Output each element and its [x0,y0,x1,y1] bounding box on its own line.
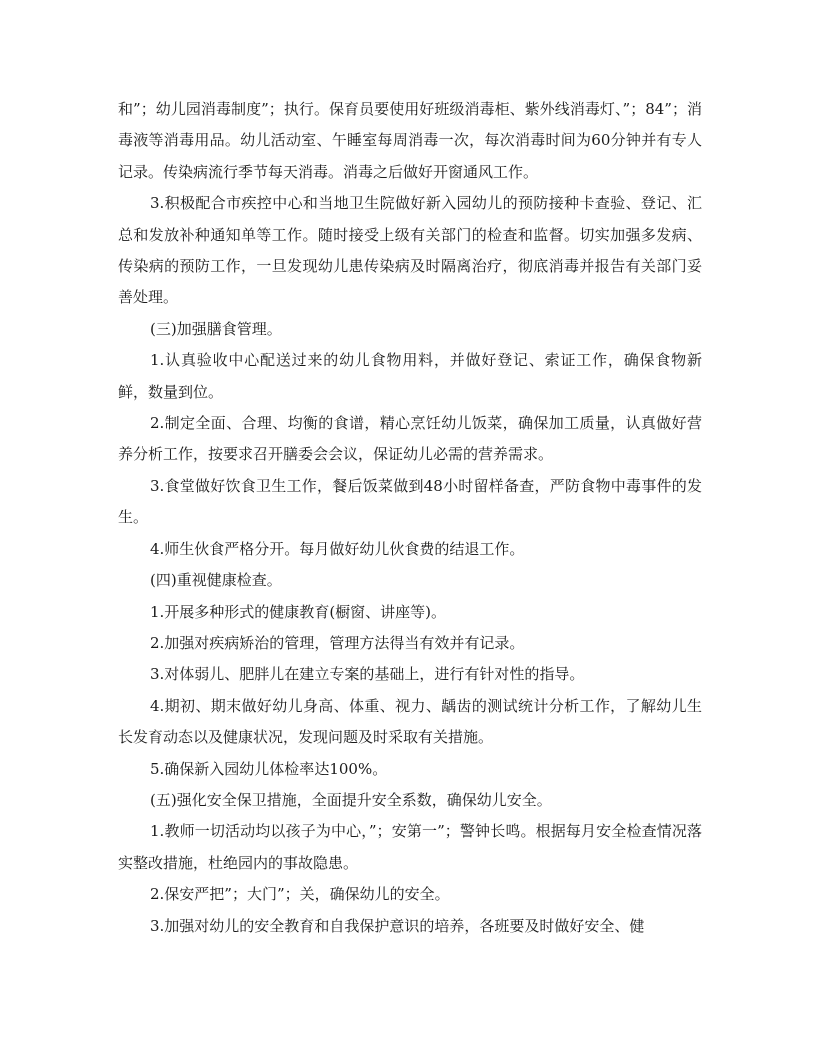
paragraph-vaccination: 3.积极配合市疾控中心和当地卫生院做好新入园幼儿的预防接种卡查验、登记、汇总和发放补种通知单等工作。随时接受上级有关部门的检查和监督。切实加强多发病、传染病的预防工作，一旦发现幼儿患传染病及时隔离治疗，彻底消毒并报告有关部门妥善处理。 [118,194,702,307]
paragraph-diet-2: 2.制定全面、合理、均衡的食谱，精心烹饪幼儿饭菜，确保加工质量，认真做好营养分析工作，按要求召开膳委会会议，保证幼儿必需的营养需求。 [118,414,702,464]
heading-diet-management: (三)加强膳食管理。 [150,319,282,338]
document-body [118,94,702,942]
paragraph-health-5: 5.确保新入园幼儿体检率达100%。 [150,759,388,778]
paragraph-safety-3: 3.加强对幼儿的安全教育和自我保护意识的培养，各班要及时做好安全、健 [150,916,645,935]
paragraph-health-4: 4.期初、期末做好幼儿身高、体重、视力、龋齿的测试统计分析工作，了解幼儿生长发育动态以及健康状况，发现问题及时采取有关措施。 [118,696,702,747]
paragraph-diet-1: 1.认真验收中心配送过来的幼儿食物用料，并做好登记、索证工作，确保食物新鲜，数量到位。 [118,351,702,401]
paragraph-safety-1: 1.教师一切活动均以孩子为中心，”；安第一”；警钟长鸣。根据每月安全检查情况落实整改措施，杜绝园内的事故隐患。 [118,822,702,872]
heading-health-check: (四)重视健康检查。 [150,571,282,590]
heading-safety: (五)强化安全保卫措施，全面提升安全系数，确保幼儿安全。 [150,790,552,809]
paragraph-disinfection: 和”；幼儿园消毒制度”；执行。保育员要使用好班级消毒柜、紫外线消毒灯、”；84”；消毒液等消毒用品。幼儿活动室、午睡室每周消毒一次，每次消毒时间为60分钟并有专人记录。传染病流行季节每天消毒。消毒之后做好开窗通风工作。 [118,100,702,181]
paragraph-diet-4: 4.师生伙食严格分开。每月做好幼儿伙食费的结退工作。 [150,539,525,558]
paragraph-health-3: 3.对体弱儿、肥胖儿在建立专案的基础上，进行有针对性的指导。 [150,665,585,684]
paragraph-health-2: 2.加强对疾病矫治的管理，管理方法得当有效并有记录。 [150,633,525,652]
paragraph-health-1: 1.开展多种形式的健康教育(橱窗、讲座等)。 [150,602,447,621]
paragraph-safety-2: 2.保安严把”；大门”；关，确保幼儿的安全。 [150,885,450,904]
paragraph-diet-3: 3.食堂做好饮食卫生工作，餐后饭菜做到48小时留样备查，严防食物中毒事件的发生。 [118,476,702,527]
